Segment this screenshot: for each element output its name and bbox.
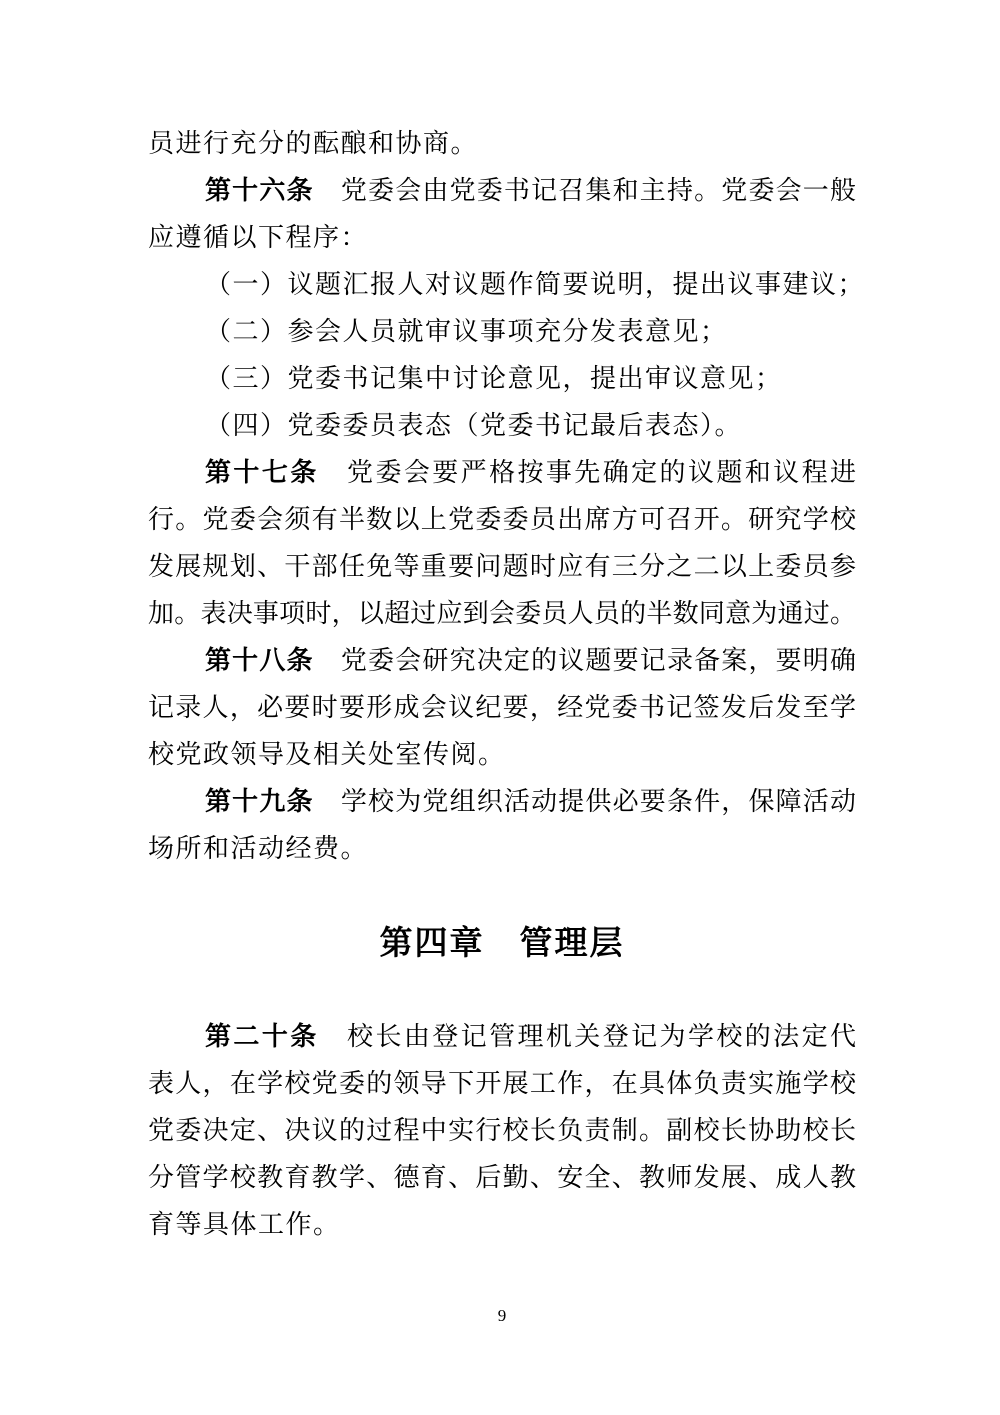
article-number: 第十六条 [205,176,314,205]
document-body [148,120,866,1248]
page-number: 9 [497,1306,507,1325]
text-segment: 党委决定、决议的过程中实行校长负责制。副校长协助校长 [148,1116,856,1145]
text-segment: 表人，在学校党委的领导下开展工作，在具体负责实施学校 [148,1069,856,1098]
text-segment: 行。党委会须有半数以上党委委员出席方可召开。研究学校 [148,505,856,534]
text-segment: 发展规划、干部任免等重要问题时应有三分之二以上委员参 [148,552,856,581]
text-line [148,778,856,825]
article-number: 第十九条 [205,787,314,816]
text-line [148,1060,856,1107]
text-segment: 场所和活动经费。 [148,834,369,863]
text-line [148,1107,856,1154]
text-segment: 应遵循以下程序： [148,223,369,252]
spacer-line [148,872,856,919]
text-segment: 员进行充分的酝酿和协商。 [148,129,479,158]
text-line [148,214,856,261]
text-segment: （一）议题汇报人对议题作简要说明，提出议事建议； [205,270,866,299]
text-segment: （三）党委书记集中讨论意见，提出审议意见； [205,364,783,393]
text-line [148,637,856,684]
text-segment: 党委会研究决定的议题要记录备案，要明确 [313,646,856,675]
text-segment: 分管学校教育教学、德育、后勤、安全、教师发展、成人教 [148,1163,856,1192]
text-line [148,261,866,308]
text-segment: 校党政领导及相关处室传阅。 [148,740,506,769]
text-segment: （四）党委委员表态（党委书记最后表态）。 [205,411,743,440]
text-segment: 校长由登记管理机关登记为学校的法定代 [318,1022,856,1051]
text-segment: 党委会要严格按事先确定的议题和议程进 [318,458,856,487]
text-line [148,308,856,355]
text-segment: 加。表决事项时，以超过应到会委员人员的半数同意为通过。 [148,599,856,628]
text-line [148,496,856,543]
text-line [148,402,856,449]
text-line [148,543,856,590]
text-line [148,449,856,496]
chapter-heading: 第四章 管理层 [379,924,625,961]
text-line [148,825,856,872]
text-line [148,1013,856,1060]
text-line [148,355,856,402]
text-segment: （二）参会人员就审议事项充分发表意见； [205,317,728,346]
text-line [148,590,856,637]
text-line [148,1154,856,1201]
text-line [148,731,856,778]
text-line [148,1201,856,1248]
text-segment: 育等具体工作。 [148,1210,341,1239]
article-number: 第二十条 [205,1022,319,1051]
text-segment: 学校为党组织活动提供必要条件，保障活动 [313,787,856,816]
text-segment: 党委会由党委书记召集和主持。党委会一般 [313,176,856,205]
text-line [148,120,856,167]
spacer-line [148,966,856,1013]
article-number: 第十七条 [205,458,319,487]
text-line [148,684,856,731]
text-line [148,167,856,214]
article-number: 第十八条 [205,646,314,675]
text-segment: 记录人，必要时要形成会议纪要，经党委书记签发后发至学 [148,693,856,722]
